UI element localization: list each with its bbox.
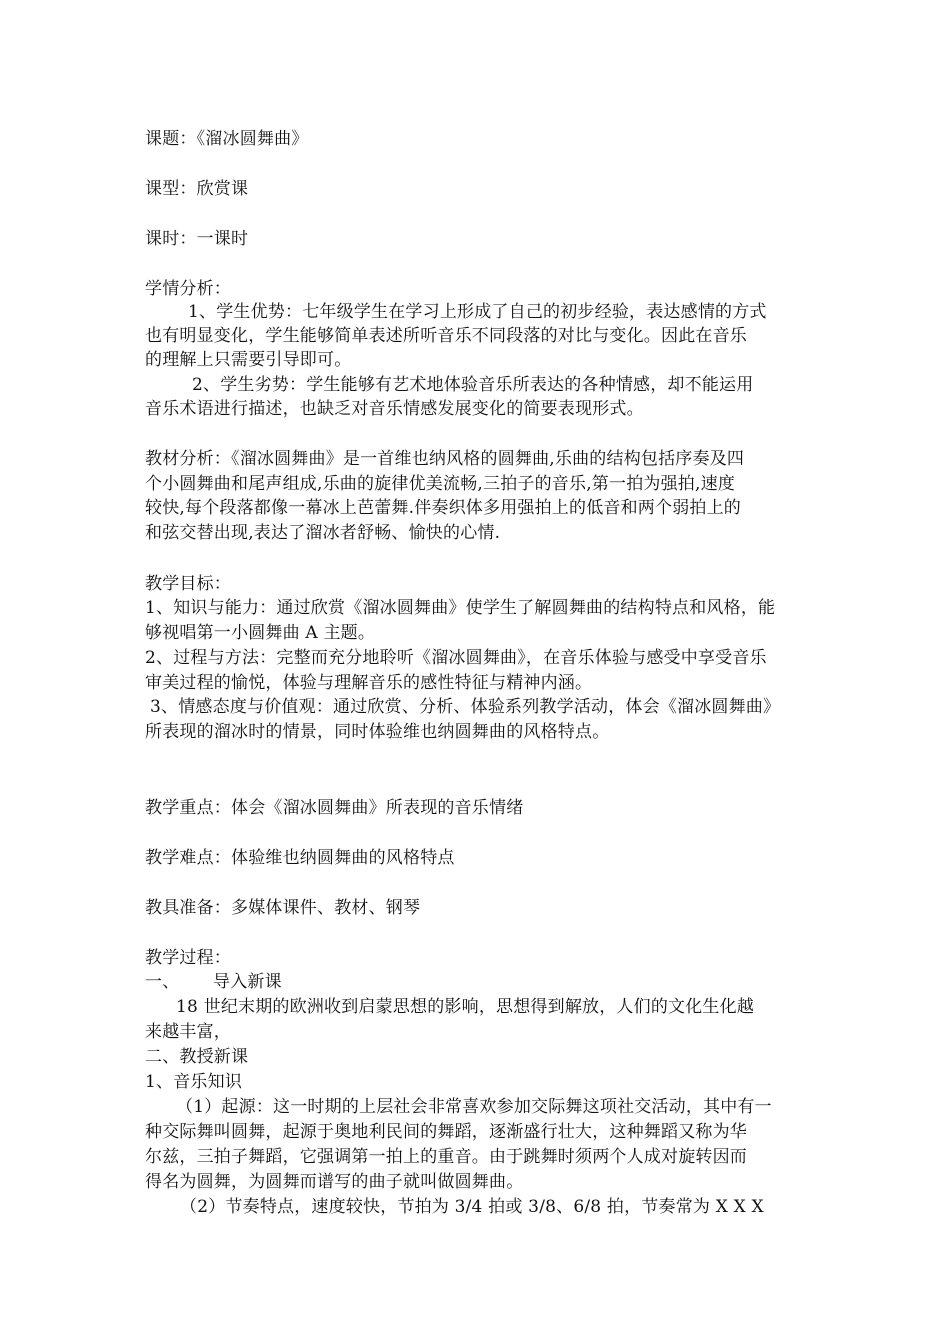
process-heading: 教学过程：: [145, 948, 231, 968]
objectives-heading: 教学目标：: [145, 574, 231, 594]
material-analysis-line: 教材分析：《溜冰圆舞曲》是一首维也纳风格的圆舞曲,乐曲的结构包括序奏及四: [145, 449, 745, 469]
objective-knowledge-line: 够视唱第一小圆舞曲 A 主题。: [145, 623, 376, 643]
objective-emotion-line: 3、情感态度与价值观：通过欣赏、分析、体验系列教学活动，体会《溜冰圆舞曲》: [150, 697, 781, 717]
student-strength-line: 1、学生优势：七年级学生在学习上形成了自己的初步经验，表达感情的方式: [188, 302, 767, 322]
music-knowledge-title: 1、音乐知识: [145, 1072, 243, 1092]
student-strength-line: 也有明显变化，学生能够简单表述所听音乐不同段落的对比与变化。因此在音乐: [145, 326, 747, 346]
intro-text-line: 18 世纪末期的欧洲收到启蒙思想的影响，思想得到解放，人们的文化生化越: [176, 997, 755, 1017]
origin-line: 尔兹，三拍子舞蹈，它强调第一拍上的重音。由于跳舞时须两个人成对旋转因而: [145, 1147, 747, 1167]
material-analysis-line: 较快,每个段落都像一幕冰上芭蕾舞.伴奏织体多用强拍上的低音和两个弱拍上的: [145, 498, 742, 518]
objective-process-line: 2、过程与方法：完整而充分地聆听《溜冰圆舞曲》，在音乐体验与感受中享受音乐: [145, 648, 767, 668]
material-analysis-line: 和弦交替出现,表达了溜冰者舒畅、愉快的心情.: [145, 523, 501, 543]
rhythm-line: （2）节奏特点，速度较快，节拍为 3/4 拍或 3/8、6/8 拍，节奏常为 X X X: [180, 1197, 764, 1217]
key-point: 教学重点：体会《溜冰圆舞曲》所表现的音乐情绪: [145, 798, 524, 818]
student-weakness-line: 2、学生劣势：学生能够有艺术地体验音乐所表达的各种情感，却不能运用: [192, 375, 754, 395]
origin-line: 种交际舞叫圆舞，起源于奥地利民间的舞蹈，逐渐盛行壮大，这种舞蹈又称为华: [145, 1122, 747, 1142]
objective-knowledge-line: 1、知识与能力：通过欣赏《溜冰圆舞曲》使学生了解圆舞曲的结构特点和风格，能: [145, 598, 776, 618]
intro-text-line: 来越丰富，: [145, 1022, 231, 1042]
student-strength-line: 的理解上只需要引导即可。: [145, 350, 352, 370]
student-analysis-heading: 学情分析：: [145, 279, 231, 299]
lesson-type: 课型：欣赏课: [145, 179, 249, 199]
section-two-title: 二、教授新课: [145, 1047, 249, 1067]
teaching-tools: 教具准备：多媒体课件、教材、钢琴: [145, 898, 421, 918]
lesson-topic: 课题：《溜冰圆舞曲》: [145, 129, 309, 149]
section-one-title: 导入新课: [213, 972, 282, 992]
student-weakness-line: 音乐术语进行描述，也缺乏对音乐情感发展变化的简要表现形式。: [145, 399, 644, 419]
section-one-number: 一、: [145, 972, 180, 992]
objective-process-line: 审美过程的愉悦，体验与理解音乐的感性特征与精神内涵。: [145, 673, 593, 693]
material-analysis-line: 个小圆舞曲和尾声组成,乐曲的旋律优美流畅,三拍子的音乐,第一拍为强拍,速度: [145, 474, 736, 494]
lesson-hours: 课时：一课时: [145, 229, 249, 249]
origin-line: 得名为圆舞，为圆舞而谱写的曲子就叫做圆舞曲。: [145, 1172, 524, 1192]
objective-emotion-line: 所表现的溜冰时的情景，同时体验维也纳圆舞曲的风格特点。: [145, 722, 610, 742]
difficulty-point: 教学难点：体验维也纳圆舞曲的风格特点: [145, 848, 455, 868]
origin-line: （1）起源：这一时期的上层社会非常喜欢参加交际舞这项社交活动，其中有一: [176, 1097, 772, 1117]
